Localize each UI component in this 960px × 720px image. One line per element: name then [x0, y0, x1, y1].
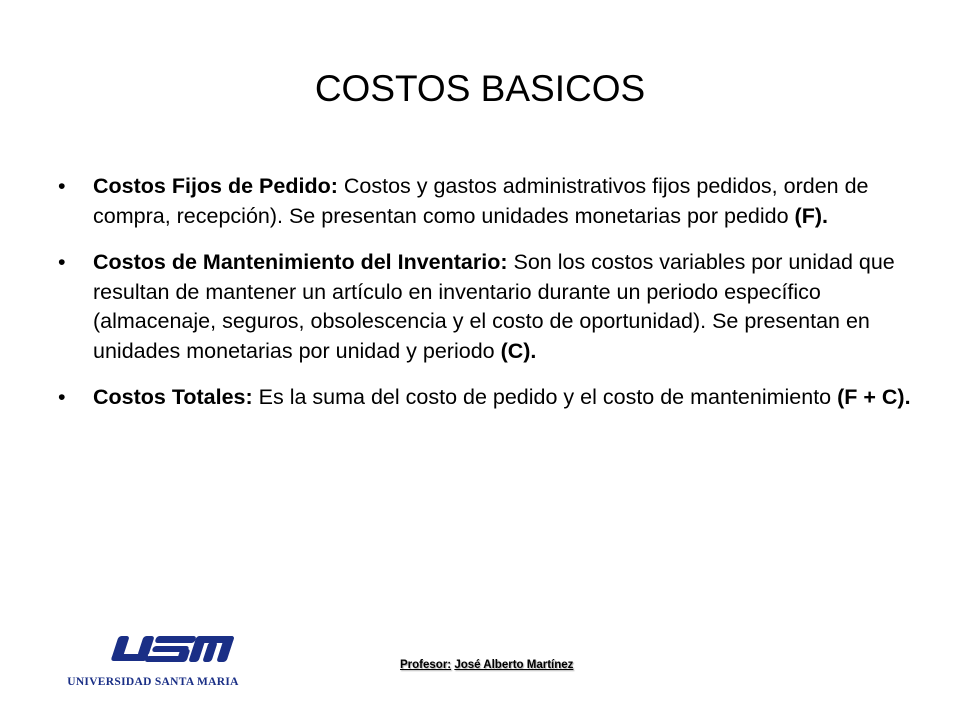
credit-label: Profesor: — [400, 659, 452, 671]
bullet-marker: • — [58, 250, 66, 274]
bullet-term: Costos Fijos de Pedido: — [93, 174, 338, 198]
bullet-item — [58, 383, 918, 413]
bullet-term: Costos de Mantenimiento del Inventario: — [93, 250, 508, 274]
credit-name: José Alberto Martínez — [454, 659, 574, 671]
bullet-code: (F + C). — [837, 385, 911, 409]
bullet-text: Costos y gastos administrativos fijos pedidos, orden de compra, recepción). Se presentan como unidades monetarias por pedido — [93, 174, 869, 228]
bullet-term: Costos Totales: — [93, 385, 253, 409]
professor-credit — [400, 659, 573, 671]
bullet-item — [58, 172, 918, 231]
bullet-marker: • — [58, 385, 66, 409]
usm-logo-icon — [48, 632, 258, 676]
bullet-text: Es la suma del costo de pedido y el costo de mantenimiento — [252, 385, 838, 409]
bullet-item — [58, 248, 918, 366]
logo-caption: UNIVERSIDAD SANTA MARIA — [67, 676, 239, 688]
university-logo — [48, 632, 258, 694]
bullet-marker: • — [58, 174, 66, 198]
slide-title: COSTOS BASICOS — [314, 68, 646, 109]
bullet-list — [58, 172, 918, 430]
bullet-text: Son los costos variables por unidad que resultan de mantener un artículo en inventario durante un periodo específico (almacenaje, seguros, obsolescencia y el costo de oportunidad). Se presentan en unidades monetarias por unidad y periodo — [93, 250, 895, 363]
bullet-code: (F). — [794, 203, 828, 228]
bullet-code: (C). — [500, 338, 537, 363]
